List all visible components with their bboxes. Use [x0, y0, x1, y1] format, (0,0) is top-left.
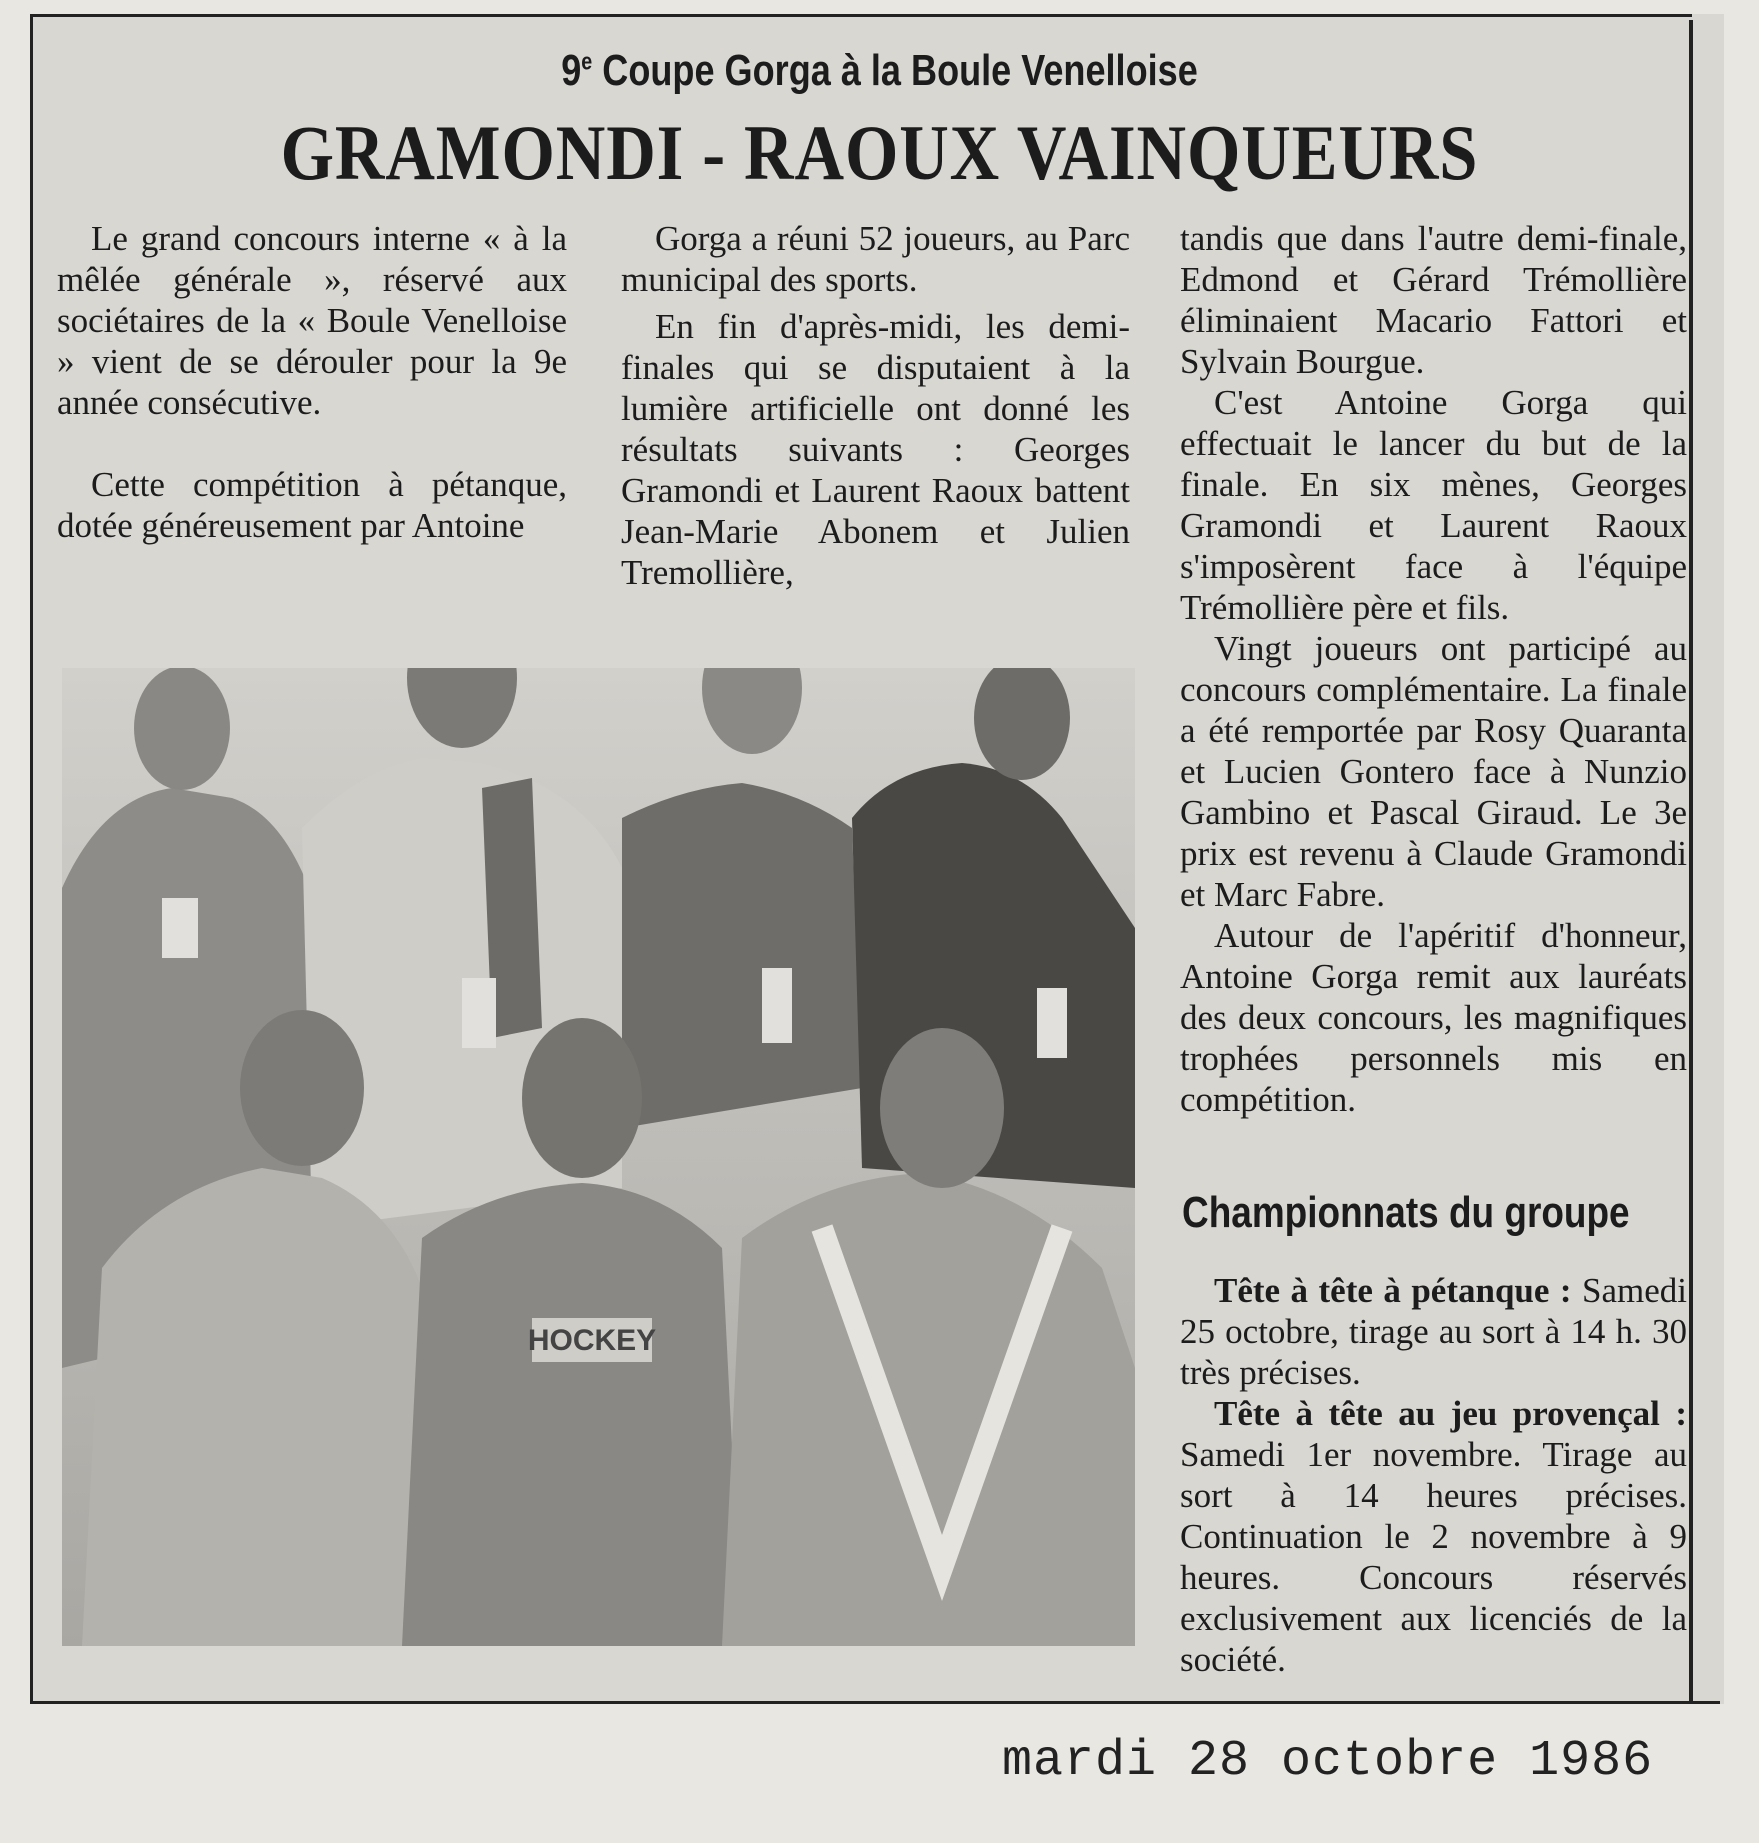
event-item: [1180, 1393, 1687, 1680]
event-lead: Tête à tête à pétanque :: [1214, 1271, 1572, 1310]
sweater-text: HOCKEY: [527, 1324, 657, 1357]
paragraph: Gorga a réuni 52 joueurs, au Parc municipal des sports.: [621, 219, 1130, 299]
paragraph: Autour de l'apéritif d'honneur, Antoine Gorga remit aux lauréats des deux concours, les magnifiques trophées personnels mis en compétition.: [1180, 916, 1687, 1119]
paragraph: Le grand concours interne « à la mêlée générale », réservé aux sociétaires de la « Boule Venelloise » vient de se dérouler pour la 9e année consécutive.: [57, 219, 567, 422]
event-lead: Tête à tête au jeu provençal :: [1214, 1394, 1687, 1433]
top-rule: [30, 14, 1692, 17]
event-item: [1180, 1270, 1687, 1393]
group-photo: [62, 668, 1135, 1646]
events-column: [1180, 1270, 1687, 1680]
column-2: [621, 218, 1130, 593]
group-photo-image: [62, 668, 1135, 1646]
section-subhead: Championnats du groupe: [1182, 1188, 1630, 1237]
right-rule: [1689, 20, 1693, 1704]
column-1: [57, 218, 567, 546]
article-headline: GRAMONDI - RAOUX VAINQUEURS: [280, 109, 1479, 196]
paragraph: Vingt joueurs ont participé au concours complémentaire. La finale a été remportée par Rosy Quaranta et Lucien Gontero face à Nunzio Gambino et Pascal Giraud. Le 3e prix est revenu à Claude Gramondi et Marc Fabre.: [1180, 629, 1687, 914]
article-kicker: 9e Coupe Gorga à la Boule Venelloise: [561, 46, 1198, 95]
date-stamp: mardi 28 octobre 1986: [1002, 1733, 1654, 1790]
event-text: Samedi 1er novembre. Tirage au sort à 14 heures précises. Continuation le 2 novembre à 9 heures. Concours réservés exclusivement aux licenciés de la société.: [1180, 1435, 1687, 1679]
event-text: Samedi 25 octobre, tirage au sort à 14 h. 30 très précises.: [1180, 1271, 1687, 1392]
paragraph: En fin d'après-midi, les demi-finales qui se disputaient à la lumière artificielle ont donné les résultats suivants : Georges Gramondi et Laurent Raoux battent Jean-Marie Abonem et Julien Tremollière,: [621, 307, 1130, 592]
bottom-rule: [30, 1701, 1720, 1704]
left-rule: [30, 14, 33, 1704]
paragraph: tandis que dans l'autre demi-finale, Edmond et Gérard Trémollière éliminaient Macario Fattori et Sylvain Bourgue.: [1180, 219, 1687, 381]
paragraph: Cette compétition à pétanque, dotée généreusement par Antoine: [57, 465, 567, 545]
column-3: [1180, 218, 1687, 1120]
paragraph: C'est Antoine Gorga qui effectuait le lancer du but de la finale. En six mènes, Georges Gramondi et Laurent Raoux s'imposèrent face à l'équipe Trémollière père et fils.: [1180, 383, 1687, 627]
